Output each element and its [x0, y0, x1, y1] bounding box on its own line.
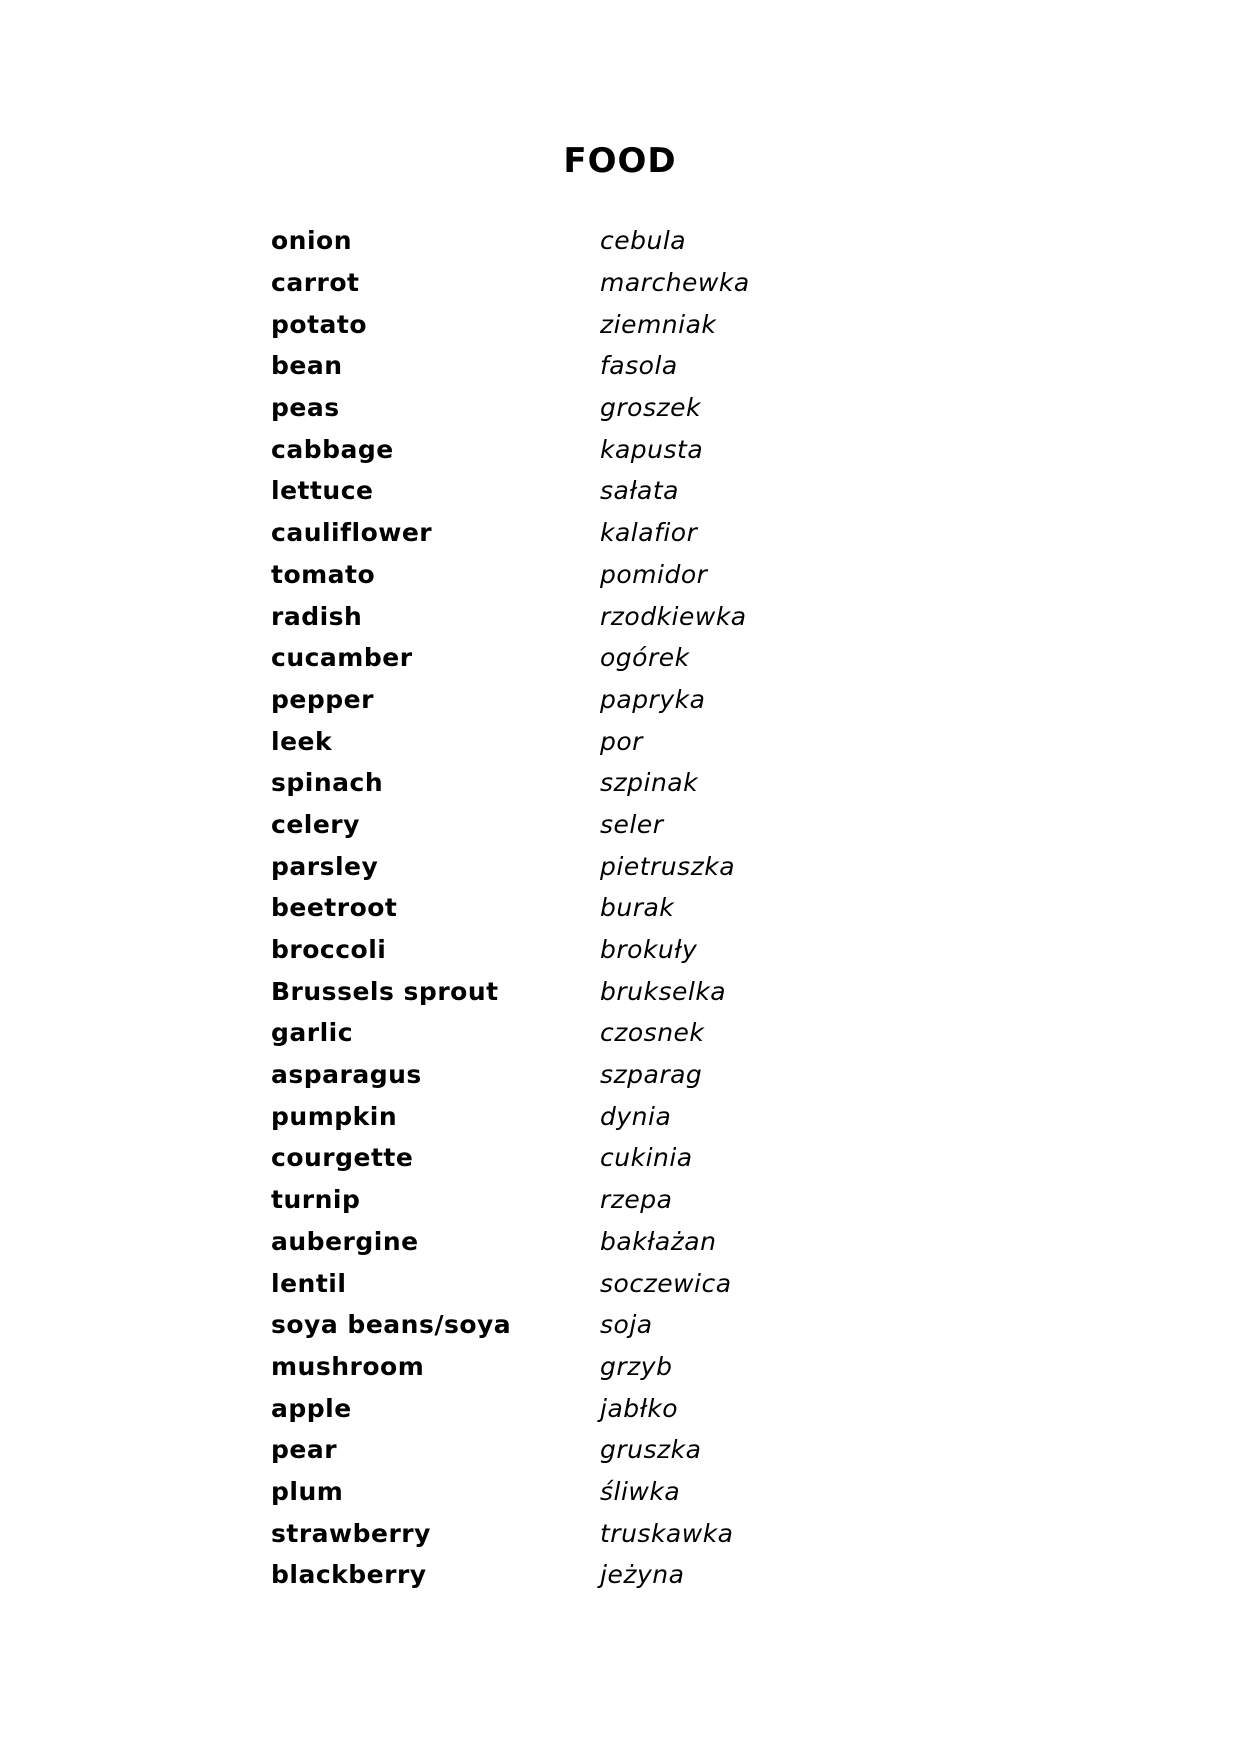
english-word: plum [271, 1476, 344, 1506]
vocab-row [271, 1054, 831, 1096]
polish-translation: kapusta [600, 434, 704, 464]
polish-translation: brokuły [600, 935, 698, 965]
vocab-row [271, 1346, 831, 1388]
vocab-row [271, 345, 831, 387]
page-title: FOOD [563, 141, 677, 181]
vocab-row [271, 1221, 831, 1263]
polish-translation: groszek [600, 393, 701, 423]
english-word: potato [271, 309, 368, 339]
english-word: carrot [271, 268, 360, 298]
english-word: pumpkin [271, 1101, 398, 1131]
vocabulary-list [271, 220, 831, 1596]
polish-translation: ogórek [600, 643, 690, 673]
polish-translation: jabłko [600, 1393, 679, 1423]
vocab-row [271, 845, 831, 887]
vocab-row [271, 512, 831, 554]
english-word: beetroot [271, 893, 398, 923]
english-word: garlic [271, 1018, 354, 1048]
polish-translation: dynia [600, 1101, 672, 1131]
polish-translation: szparag [600, 1060, 703, 1090]
vocab-row [271, 554, 831, 596]
english-word: turnip [271, 1185, 361, 1215]
english-word: celery [271, 809, 360, 839]
vocab-row [271, 1304, 831, 1346]
polish-translation: seler [600, 809, 664, 839]
vocab-row [271, 637, 831, 679]
vocab-row [271, 720, 831, 762]
polish-translation: brukselka [600, 976, 727, 1006]
english-word: broccoli [271, 935, 387, 965]
polish-translation: śliwka [600, 1476, 681, 1506]
english-word: aubergine [271, 1226, 419, 1256]
polish-translation: soja [600, 1310, 653, 1340]
vocab-row [271, 1179, 831, 1221]
vocab-row [271, 887, 831, 929]
english-word: lentil [271, 1268, 347, 1298]
polish-translation: rzodkiewka [600, 601, 747, 631]
english-word: radish [271, 601, 363, 631]
vocab-row [271, 1095, 831, 1137]
vocab-row [271, 970, 831, 1012]
vocab-row [271, 303, 831, 345]
english-word: tomato [271, 559, 376, 589]
english-word: parsley [271, 851, 379, 881]
english-word: Brussels sprout [271, 976, 499, 1006]
vocab-row [271, 1262, 831, 1304]
vocab-row [271, 470, 831, 512]
vocab-row [271, 1554, 831, 1596]
vocab-row [271, 1429, 831, 1471]
polish-translation: marchewka [600, 268, 750, 298]
english-word: mushroom [271, 1351, 425, 1381]
english-word: pepper [271, 684, 374, 714]
vocab-row [271, 387, 831, 429]
english-word: cucamber [271, 643, 413, 673]
english-word: cabbage [271, 434, 394, 464]
vocab-row [271, 679, 831, 721]
polish-translation: cukinia [600, 1143, 693, 1173]
polish-translation: fasola [600, 351, 678, 381]
polish-translation: bakłażan [600, 1226, 717, 1256]
polish-translation: jeżyna [600, 1560, 685, 1590]
polish-translation: burak [600, 893, 675, 923]
english-word: spinach [271, 768, 384, 798]
english-word: soya beans/soya [271, 1310, 512, 1340]
polish-translation: kalafior [600, 518, 698, 548]
english-word: pear [271, 1435, 338, 1465]
polish-translation: pomidor [600, 559, 708, 589]
vocab-row [271, 1137, 831, 1179]
vocab-row [271, 762, 831, 804]
english-word: leek [271, 726, 333, 756]
vocab-row [271, 929, 831, 971]
polish-translation: gruszka [600, 1435, 702, 1465]
polish-translation: szpinak [600, 768, 699, 798]
english-word: peas [271, 393, 340, 423]
polish-translation: truskawka [600, 1518, 734, 1548]
polish-translation: cebula [600, 226, 687, 256]
vocab-row [271, 220, 831, 262]
vocab-row [271, 1012, 831, 1054]
vocab-row [271, 1387, 831, 1429]
polish-translation: por [600, 726, 643, 756]
polish-translation: papryka [600, 684, 706, 714]
polish-translation: grzyb [600, 1351, 673, 1381]
english-word: blackberry [271, 1560, 427, 1590]
vocab-row [271, 1471, 831, 1513]
vocab-row [271, 595, 831, 637]
english-word: apple [271, 1393, 352, 1423]
polish-translation: sałata [600, 476, 679, 506]
english-word: lettuce [271, 476, 374, 506]
english-word: asparagus [271, 1060, 422, 1090]
vocab-row [271, 804, 831, 846]
english-word: cauliflower [271, 518, 433, 548]
polish-translation: ziemniak [600, 309, 717, 339]
english-word: onion [271, 226, 353, 256]
polish-translation: czosnek [600, 1018, 705, 1048]
english-word: strawberry [271, 1518, 431, 1548]
vocab-row [271, 1512, 831, 1554]
vocab-row [271, 428, 831, 470]
english-word: bean [271, 351, 343, 381]
polish-translation: rzepa [600, 1185, 673, 1215]
vocab-row [271, 262, 831, 304]
polish-translation: pietruszka [600, 851, 736, 881]
english-word: courgette [271, 1143, 414, 1173]
polish-translation: soczewica [600, 1268, 732, 1298]
